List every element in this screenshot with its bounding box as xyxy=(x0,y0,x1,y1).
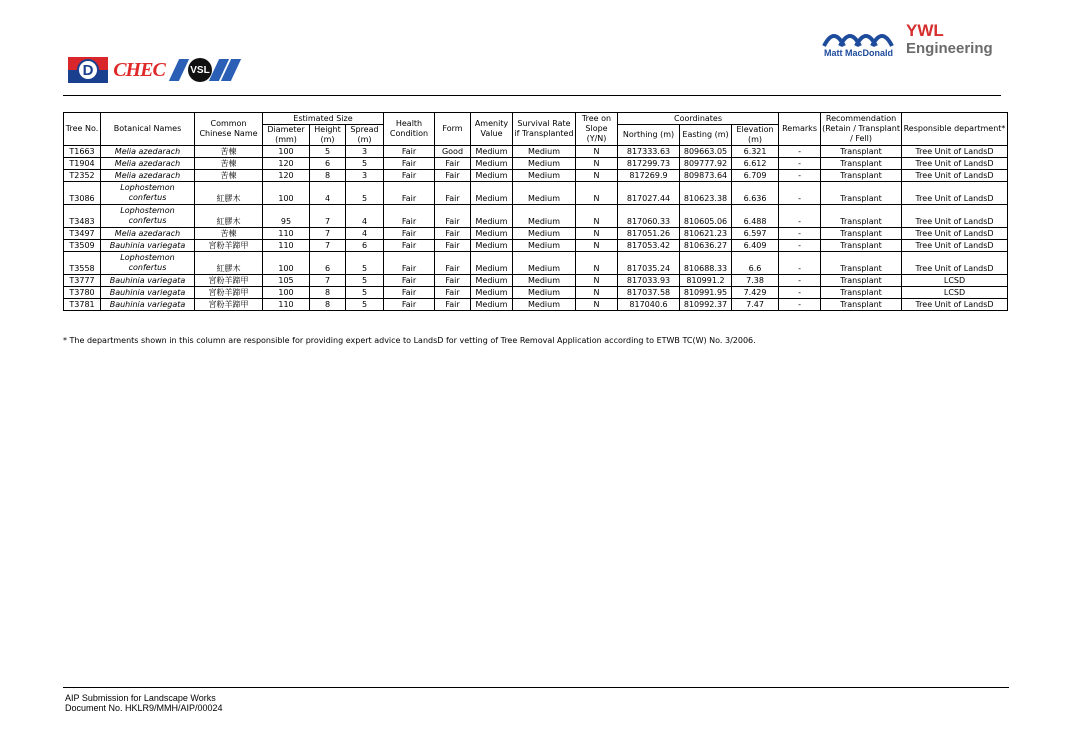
cell-slope: N xyxy=(576,240,618,252)
cell-tree-no: T3780 xyxy=(64,287,101,299)
cell-height: 6 xyxy=(310,158,346,170)
table-row xyxy=(64,146,1008,158)
cell-recommendation: Transplant xyxy=(821,182,902,205)
cell-health: Fair xyxy=(384,228,435,240)
cell-diameter: 120 xyxy=(263,170,310,182)
col-slope: Tree on Slope (Y/N) xyxy=(576,113,618,146)
cell-remarks: - xyxy=(779,275,821,287)
cell-amenity: Medium xyxy=(471,275,513,287)
col-chinese: Common Chinese Name xyxy=(195,113,263,146)
cell-elevation: 6.409 xyxy=(732,240,779,252)
col-form: Form xyxy=(435,113,471,146)
cell-health: Fair xyxy=(384,252,435,275)
cell-amenity: Medium xyxy=(471,228,513,240)
cell-tree-no: T3086 xyxy=(64,182,101,205)
cell-height: 8 xyxy=(310,299,346,311)
cell-responsible: Tree Unit of LandsD xyxy=(902,158,1008,170)
cell-survival: Medium xyxy=(513,158,576,170)
ywl-text: YWL xyxy=(906,21,944,40)
col-botanical: Botanical Names xyxy=(101,113,195,146)
cell-health: Fair xyxy=(384,287,435,299)
cell-tree-no: T2352 xyxy=(64,170,101,182)
cell-slope: N xyxy=(576,182,618,205)
col-survival: Survival Rate if Transplanted xyxy=(513,113,576,146)
cell-tree-no: T1663 xyxy=(64,146,101,158)
cell-diameter: 95 xyxy=(263,205,310,228)
cell-diameter: 100 xyxy=(263,146,310,158)
cell-northing: 817060.33 xyxy=(618,205,680,228)
table-row xyxy=(64,240,1008,252)
cell-botanical: Lophostemon confertus xyxy=(101,182,195,205)
cell-responsible: Tree Unit of LandsD xyxy=(902,228,1008,240)
cell-easting: 809663.05 xyxy=(680,146,732,158)
table-footnote: * The departments shown in this column are responsible for providing expert advice to LandsD for vetting of Tree Removal Application according to ETWB TC(W) No. 3/2006. xyxy=(63,336,756,345)
cell-amenity: Medium xyxy=(471,170,513,182)
cell-survival: Medium xyxy=(513,252,576,275)
matt-macdonald-waves-icon xyxy=(822,26,894,48)
col-health: Health Condition xyxy=(384,113,435,146)
cell-chinese: 苦楝 xyxy=(195,228,263,240)
cell-survival: Medium xyxy=(513,240,576,252)
cell-slope: N xyxy=(576,205,618,228)
cell-easting: 810991.95 xyxy=(680,287,732,299)
cell-amenity: Medium xyxy=(471,182,513,205)
cell-spread: 6 xyxy=(346,240,384,252)
cell-remarks: - xyxy=(779,299,821,311)
cell-spread: 5 xyxy=(346,252,384,275)
cell-tree-no: T3497 xyxy=(64,228,101,240)
cell-form: Fair xyxy=(435,170,471,182)
cell-recommendation: Transplant xyxy=(821,158,902,170)
cell-botanical: Bauhinia variegata xyxy=(101,240,195,252)
cell-slope: N xyxy=(576,299,618,311)
col-height: Height (m) xyxy=(310,125,346,146)
col-estimated-size: Estimated Size xyxy=(263,113,384,125)
cell-height: 5 xyxy=(310,146,346,158)
cell-spread: 5 xyxy=(346,287,384,299)
cell-responsible: Tree Unit of LandsD xyxy=(902,146,1008,158)
partner-logos xyxy=(68,57,236,83)
cell-form: Fair xyxy=(435,252,471,275)
cell-survival: Medium xyxy=(513,146,576,158)
cell-elevation: 6.488 xyxy=(732,205,779,228)
cell-chinese: 宮粉羊蹄甲 xyxy=(195,275,263,287)
cell-spread: 5 xyxy=(346,182,384,205)
cell-amenity: Medium xyxy=(471,299,513,311)
cell-remarks: - xyxy=(779,158,821,170)
tree-schedule-table xyxy=(63,112,1008,311)
col-northing: Northing (m) xyxy=(618,125,680,146)
cell-tree-no: T1904 xyxy=(64,158,101,170)
cell-tree-no: T3558 xyxy=(64,252,101,275)
cell-amenity: Medium xyxy=(471,146,513,158)
cell-slope: N xyxy=(576,228,618,240)
cell-remarks: - xyxy=(779,252,821,275)
cell-remarks: - xyxy=(779,287,821,299)
cell-slope: N xyxy=(576,252,618,275)
cell-survival: Medium xyxy=(513,170,576,182)
cell-northing: 817053.42 xyxy=(618,240,680,252)
cell-survival: Medium xyxy=(513,182,576,205)
cell-recommendation: Transplant xyxy=(821,146,902,158)
table-row xyxy=(64,182,1008,205)
cell-slope: N xyxy=(576,158,618,170)
cell-health: Fair xyxy=(384,240,435,252)
cell-botanical: Lophostemon confertus xyxy=(101,252,195,275)
cell-responsible: LCSD xyxy=(902,287,1008,299)
cell-spread: 5 xyxy=(346,275,384,287)
cell-recommendation: Transplant xyxy=(821,275,902,287)
cell-remarks: - xyxy=(779,205,821,228)
table-row xyxy=(64,252,1008,275)
table-row xyxy=(64,228,1008,240)
cell-health: Fair xyxy=(384,158,435,170)
cell-survival: Medium xyxy=(513,205,576,228)
footer-document-number: Document No. HKLR9/MMH/AIP/00024 xyxy=(65,703,223,713)
table-row xyxy=(64,170,1008,182)
cell-form: Good xyxy=(435,146,471,158)
cell-recommendation: Transplant xyxy=(821,252,902,275)
cell-northing: 817027.44 xyxy=(618,182,680,205)
cell-chinese: 紅膠木 xyxy=(195,252,263,275)
header-rule xyxy=(63,95,1001,96)
cell-chinese: 紅膠木 xyxy=(195,205,263,228)
cell-spread: 5 xyxy=(346,158,384,170)
cell-easting: 810621.23 xyxy=(680,228,732,240)
cell-form: Fair xyxy=(435,228,471,240)
cell-height: 7 xyxy=(310,275,346,287)
table-row xyxy=(64,287,1008,299)
cell-amenity: Medium xyxy=(471,240,513,252)
cell-height: 8 xyxy=(310,287,346,299)
cell-form: Fair xyxy=(435,299,471,311)
cell-elevation: 6.597 xyxy=(732,228,779,240)
cell-amenity: Medium xyxy=(471,205,513,228)
cell-recommendation: Transplant xyxy=(821,170,902,182)
cell-form: Fair xyxy=(435,240,471,252)
cell-chinese: 苦楝 xyxy=(195,170,263,182)
cell-height: 7 xyxy=(310,228,346,240)
cell-northing: 817299.73 xyxy=(618,158,680,170)
cell-form: Fair xyxy=(435,205,471,228)
col-amenity: Amenity Value xyxy=(471,113,513,146)
cell-survival: Medium xyxy=(513,228,576,240)
cell-elevation: 6.709 xyxy=(732,170,779,182)
col-coordinates: Coordinates xyxy=(618,113,779,125)
cell-diameter: 120 xyxy=(263,158,310,170)
cell-spread: 5 xyxy=(346,299,384,311)
cell-botanical: Melia azedarach xyxy=(101,158,195,170)
cell-recommendation: Transplant xyxy=(821,287,902,299)
footer-submission-title: AIP Submission for Landscape Works xyxy=(65,693,216,703)
cell-easting: 809777.92 xyxy=(680,158,732,170)
cell-slope: N xyxy=(576,275,618,287)
cell-slope: N xyxy=(576,170,618,182)
cell-northing: 817269.9 xyxy=(618,170,680,182)
cell-form: Fair xyxy=(435,158,471,170)
cell-easting: 810623.38 xyxy=(680,182,732,205)
cell-easting: 810991.2 xyxy=(680,275,732,287)
cell-health: Fair xyxy=(384,299,435,311)
cell-botanical: Bauhinia variegata xyxy=(101,299,195,311)
cell-responsible: Tree Unit of LandsD xyxy=(902,182,1008,205)
cell-chinese: 苦楝 xyxy=(195,158,263,170)
cell-diameter: 110 xyxy=(263,240,310,252)
cell-easting: 810605.06 xyxy=(680,205,732,228)
table-row xyxy=(64,205,1008,228)
cell-survival: Medium xyxy=(513,275,576,287)
matt-macdonald-text: Matt MacDonald xyxy=(824,48,894,58)
vsl-logo: VSL xyxy=(170,57,236,83)
cell-northing: 817051.26 xyxy=(618,228,680,240)
cell-northing: 817035.24 xyxy=(618,252,680,275)
cell-chinese: 苦楝 xyxy=(195,146,263,158)
cell-responsible: Tree Unit of LandsD xyxy=(902,299,1008,311)
col-recommendation: Recommendation (Retain / Transplant / Fell) xyxy=(821,113,902,146)
cell-elevation: 7.429 xyxy=(732,287,779,299)
cell-health: Fair xyxy=(384,170,435,182)
cell-spread: 3 xyxy=(346,170,384,182)
cell-easting: 810992.37 xyxy=(680,299,732,311)
cell-health: Fair xyxy=(384,182,435,205)
engineering-text: Engineering xyxy=(906,40,993,57)
table-row xyxy=(64,299,1008,311)
consultant-logos xyxy=(822,22,1002,62)
cell-remarks: - xyxy=(779,170,821,182)
cell-responsible: Tree Unit of LandsD xyxy=(902,205,1008,228)
cell-northing: 817040.6 xyxy=(618,299,680,311)
cell-remarks: - xyxy=(779,146,821,158)
cell-diameter: 110 xyxy=(263,228,310,240)
cell-elevation: 6.636 xyxy=(732,182,779,205)
cell-tree-no: T3483 xyxy=(64,205,101,228)
cell-responsible: Tree Unit of LandsD xyxy=(902,170,1008,182)
cell-elevation: 7.47 xyxy=(732,299,779,311)
cell-chinese: 紅膠木 xyxy=(195,182,263,205)
col-responsible: Responsible department* xyxy=(902,113,1008,146)
cell-spread: 4 xyxy=(346,205,384,228)
chec-logo: CHEC xyxy=(113,58,165,81)
cell-survival: Medium xyxy=(513,287,576,299)
cell-height: 6 xyxy=(310,252,346,275)
cell-northing: 817037.58 xyxy=(618,287,680,299)
cell-amenity: Medium xyxy=(471,252,513,275)
cell-responsible: Tree Unit of LandsD xyxy=(902,240,1008,252)
cell-health: Fair xyxy=(384,146,435,158)
col-spread: Spread (m) xyxy=(346,125,384,146)
dragages-logo: D xyxy=(68,57,108,83)
cell-easting: 810636.27 xyxy=(680,240,732,252)
cell-health: Fair xyxy=(384,205,435,228)
col-tree-no: Tree No. xyxy=(64,113,101,146)
cell-elevation: 6.612 xyxy=(732,158,779,170)
cell-botanical: Bauhinia variegata xyxy=(101,275,195,287)
col-diameter: Diameter (mm) xyxy=(263,125,310,146)
cell-spread: 4 xyxy=(346,228,384,240)
cell-recommendation: Transplant xyxy=(821,205,902,228)
col-remarks: Remarks xyxy=(779,113,821,146)
cell-chinese: 宮粉羊蹄甲 xyxy=(195,287,263,299)
cell-recommendation: Transplant xyxy=(821,240,902,252)
cell-height: 4 xyxy=(310,182,346,205)
cell-survival: Medium xyxy=(513,299,576,311)
cell-chinese: 宮粉羊蹄甲 xyxy=(195,299,263,311)
table-row xyxy=(64,158,1008,170)
cell-height: 7 xyxy=(310,240,346,252)
cell-elevation: 6.6 xyxy=(732,252,779,275)
cell-amenity: Medium xyxy=(471,158,513,170)
col-easting: Easting (m) xyxy=(680,125,732,146)
cell-tree-no: T3509 xyxy=(64,240,101,252)
cell-spread: 3 xyxy=(346,146,384,158)
cell-botanical: Melia azedarach xyxy=(101,170,195,182)
cell-easting: 810688.33 xyxy=(680,252,732,275)
cell-slope: N xyxy=(576,146,618,158)
cell-remarks: - xyxy=(779,240,821,252)
cell-diameter: 100 xyxy=(263,252,310,275)
cell-botanical: Lophostemon confertus xyxy=(101,205,195,228)
cell-botanical: Melia azedarach xyxy=(101,146,195,158)
cell-diameter: 110 xyxy=(263,299,310,311)
cell-recommendation: Transplant xyxy=(821,228,902,240)
cell-elevation: 7.38 xyxy=(732,275,779,287)
header-row-1 xyxy=(64,113,1008,125)
footer-rule xyxy=(63,687,1009,688)
cell-tree-no: T3777 xyxy=(64,275,101,287)
cell-diameter: 100 xyxy=(263,287,310,299)
cell-responsible: LCSD xyxy=(902,275,1008,287)
cell-slope: N xyxy=(576,287,618,299)
col-elevation: Elevation (m) xyxy=(732,125,779,146)
cell-elevation: 6.321 xyxy=(732,146,779,158)
cell-diameter: 105 xyxy=(263,275,310,287)
cell-easting: 809873.64 xyxy=(680,170,732,182)
cell-height: 7 xyxy=(310,205,346,228)
cell-amenity: Medium xyxy=(471,287,513,299)
cell-botanical: Melia azedarach xyxy=(101,228,195,240)
cell-tree-no: T3781 xyxy=(64,299,101,311)
cell-responsible: Tree Unit of LandsD xyxy=(902,252,1008,275)
cell-chinese: 宮粉羊蹄甲 xyxy=(195,240,263,252)
cell-height: 8 xyxy=(310,170,346,182)
cell-botanical: Bauhinia variegata xyxy=(101,287,195,299)
cell-health: Fair xyxy=(384,275,435,287)
cell-form: Fair xyxy=(435,182,471,205)
cell-recommendation: Transplant xyxy=(821,299,902,311)
table-row xyxy=(64,275,1008,287)
cell-form: Fair xyxy=(435,275,471,287)
cell-northing: 817033.93 xyxy=(618,275,680,287)
cell-remarks: - xyxy=(779,228,821,240)
cell-northing: 817333.63 xyxy=(618,146,680,158)
cell-form: Fair xyxy=(435,287,471,299)
cell-diameter: 100 xyxy=(263,182,310,205)
cell-remarks: - xyxy=(779,182,821,205)
